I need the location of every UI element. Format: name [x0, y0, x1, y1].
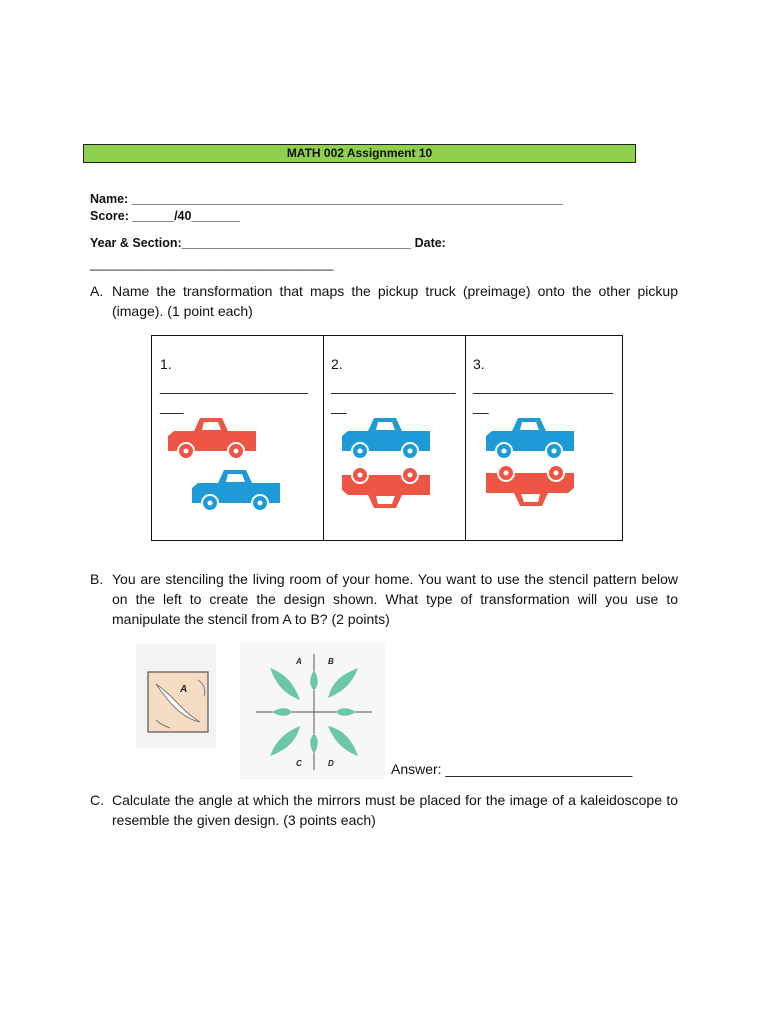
- stencil-label: A: [180, 684, 188, 695]
- assignment-title: MATH 002 Assignment 10: [83, 144, 636, 163]
- transformations-table: [151, 335, 623, 541]
- name-field: Name: ______________________________________________________________: [90, 192, 563, 206]
- section-c-text: Calculate the angle at which the mirrors must be placed for the image of a kaleidoscope to resemble the given design. (3 points each): [112, 792, 678, 828]
- item-number: 3.: [473, 356, 485, 372]
- stencil-tile-image: [146, 670, 210, 734]
- truck-pair-2-image: [336, 414, 436, 514]
- design-label-c: C: [296, 759, 302, 768]
- answer-blank[interactable]: ________________ __: [331, 378, 456, 414]
- answer-blank[interactable]: ___________________ ___: [160, 378, 308, 414]
- design-label-d: D: [328, 759, 334, 768]
- truck-pair-3-image: [480, 414, 580, 514]
- section-b-answer-blank[interactable]: Answer: ________________________: [391, 761, 633, 777]
- section-a-letter: A.: [90, 283, 104, 299]
- table-cell-3: [465, 336, 623, 540]
- section-a-instructions: [90, 281, 678, 323]
- design-label-a: A: [296, 657, 302, 666]
- section-b-letter: B.: [90, 571, 104, 587]
- section-a-text: Name the transformation that maps the pickup truck (preimage) onto the other pickup (image). (1 point each): [112, 283, 678, 319]
- table-cell-2: [323, 336, 466, 540]
- answer-blank[interactable]: __________________ __: [473, 378, 614, 414]
- item-number: 2.: [331, 356, 343, 372]
- truck-pair-1-image: [162, 410, 292, 516]
- date-line: ___________________________________: [90, 257, 334, 271]
- item-number: 1.: [160, 356, 172, 372]
- score-field: Score: ______/40_______: [90, 209, 241, 223]
- stencil-design-image: [252, 650, 376, 774]
- section-c-letter: C.: [90, 792, 104, 808]
- year-section-field: Year & Section:_________________________________ Date:: [90, 236, 446, 250]
- section-c-instructions: [90, 790, 678, 832]
- table-cell-1: [152, 336, 323, 540]
- design-label-b: B: [328, 657, 334, 666]
- section-b-text: You are stenciling the living room of your home. You want to use the stencil pattern below on the left to create the design shown. What type of transformation will you use to manipulate the stencil from A to B? (2 points): [112, 571, 678, 627]
- section-b-instructions: [90, 569, 678, 631]
